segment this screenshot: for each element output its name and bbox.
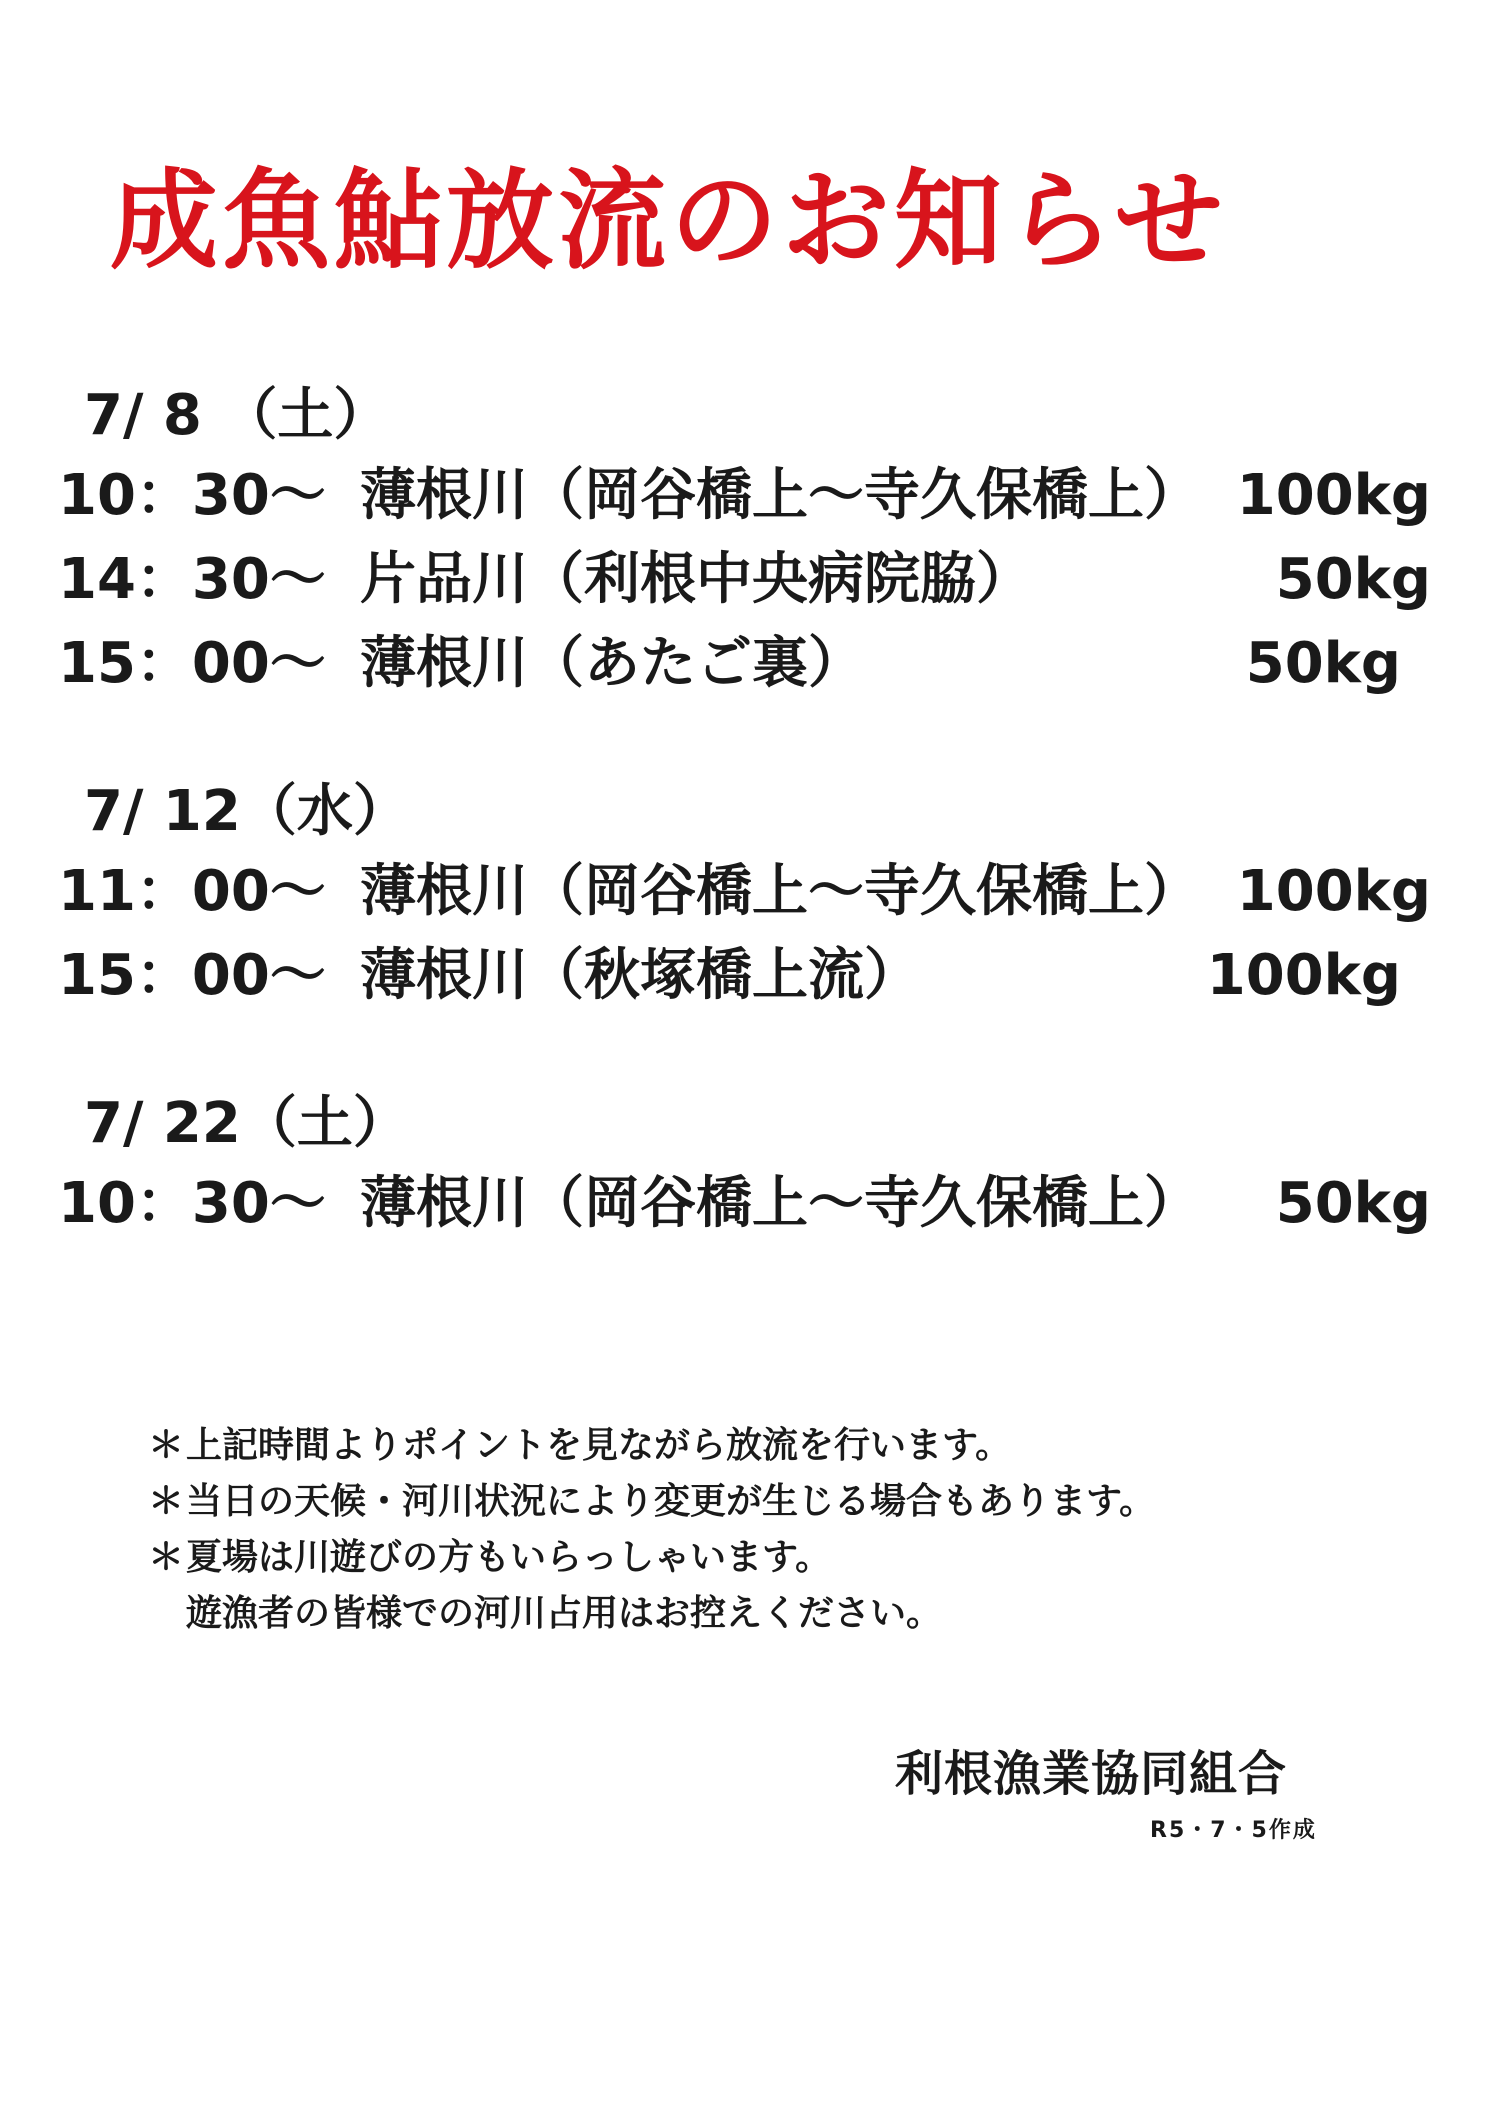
release-amount: 100kg bbox=[1236, 859, 1431, 924]
note-text: 上記時間よりポイントを見ながら放流を行います。 bbox=[186, 1425, 1012, 1466]
release-time: 15：00～ bbox=[58, 943, 326, 1008]
note-item bbox=[148, 1537, 832, 1578]
release-time: 15：00～ bbox=[58, 631, 326, 696]
note-item bbox=[148, 1425, 1012, 1466]
release-place: 薄根川（あたご裏） bbox=[360, 631, 864, 696]
schedule-row bbox=[0, 463, 1489, 538]
release-amount: 100kg bbox=[1236, 463, 1431, 528]
note-text: 当日の天候・河川状況により変更が生じる場合もあります。 bbox=[186, 1481, 1156, 1522]
release-amount: 50kg bbox=[1275, 547, 1431, 612]
schedule-row bbox=[0, 631, 1489, 706]
release-place: 薄根川（岡谷橋上～寺久保橋上） bbox=[360, 1171, 1200, 1236]
release-time: 10：30～ bbox=[58, 1171, 326, 1236]
note-item bbox=[148, 1481, 1156, 1522]
release-time: 14：30～ bbox=[58, 547, 326, 612]
release-place: 薄根川（秋塚橋上流） bbox=[360, 943, 920, 1008]
note-text: 遊漁者の皆様での河川占用はお控えください。 bbox=[186, 1593, 943, 1634]
schedule-date: 7/ 12（水） bbox=[84, 779, 409, 844]
note-continuation bbox=[186, 1593, 943, 1634]
note-text: 夏場は川遊びの方もいらっしゃいます。 bbox=[186, 1537, 832, 1578]
organization-name: 利根漁業協同組合 bbox=[895, 1746, 1288, 1802]
asterisk-icon: ＊ bbox=[148, 1537, 185, 1578]
created-date: R5・7・5作成 bbox=[1150, 1818, 1317, 1843]
schedule-date: 7/ 8 （土） bbox=[84, 383, 390, 448]
release-amount: 50kg bbox=[1245, 631, 1401, 696]
schedule-row bbox=[0, 547, 1489, 622]
asterisk-icon: ＊ bbox=[148, 1425, 185, 1466]
release-time: 10：30～ bbox=[58, 463, 326, 528]
release-place: 薄根川（岡谷橋上～寺久保橋上） bbox=[360, 859, 1200, 924]
schedule-date: 7/ 22（土） bbox=[84, 1091, 409, 1156]
release-time: 11：00～ bbox=[58, 859, 326, 924]
release-amount: 100kg bbox=[1206, 943, 1401, 1008]
release-place: 薄根川（岡谷橋上～寺久保橋上） bbox=[360, 463, 1200, 528]
release-amount: 50kg bbox=[1275, 1171, 1431, 1236]
schedule-row bbox=[0, 859, 1489, 934]
asterisk-icon: ＊ bbox=[148, 1481, 185, 1522]
schedule-row bbox=[0, 943, 1489, 1018]
release-place: 片品川（利根中央病院脇） bbox=[360, 547, 1032, 612]
notice-title: 成魚鮎放流のお知らせ bbox=[110, 159, 1227, 284]
schedule-row bbox=[0, 1171, 1489, 1246]
